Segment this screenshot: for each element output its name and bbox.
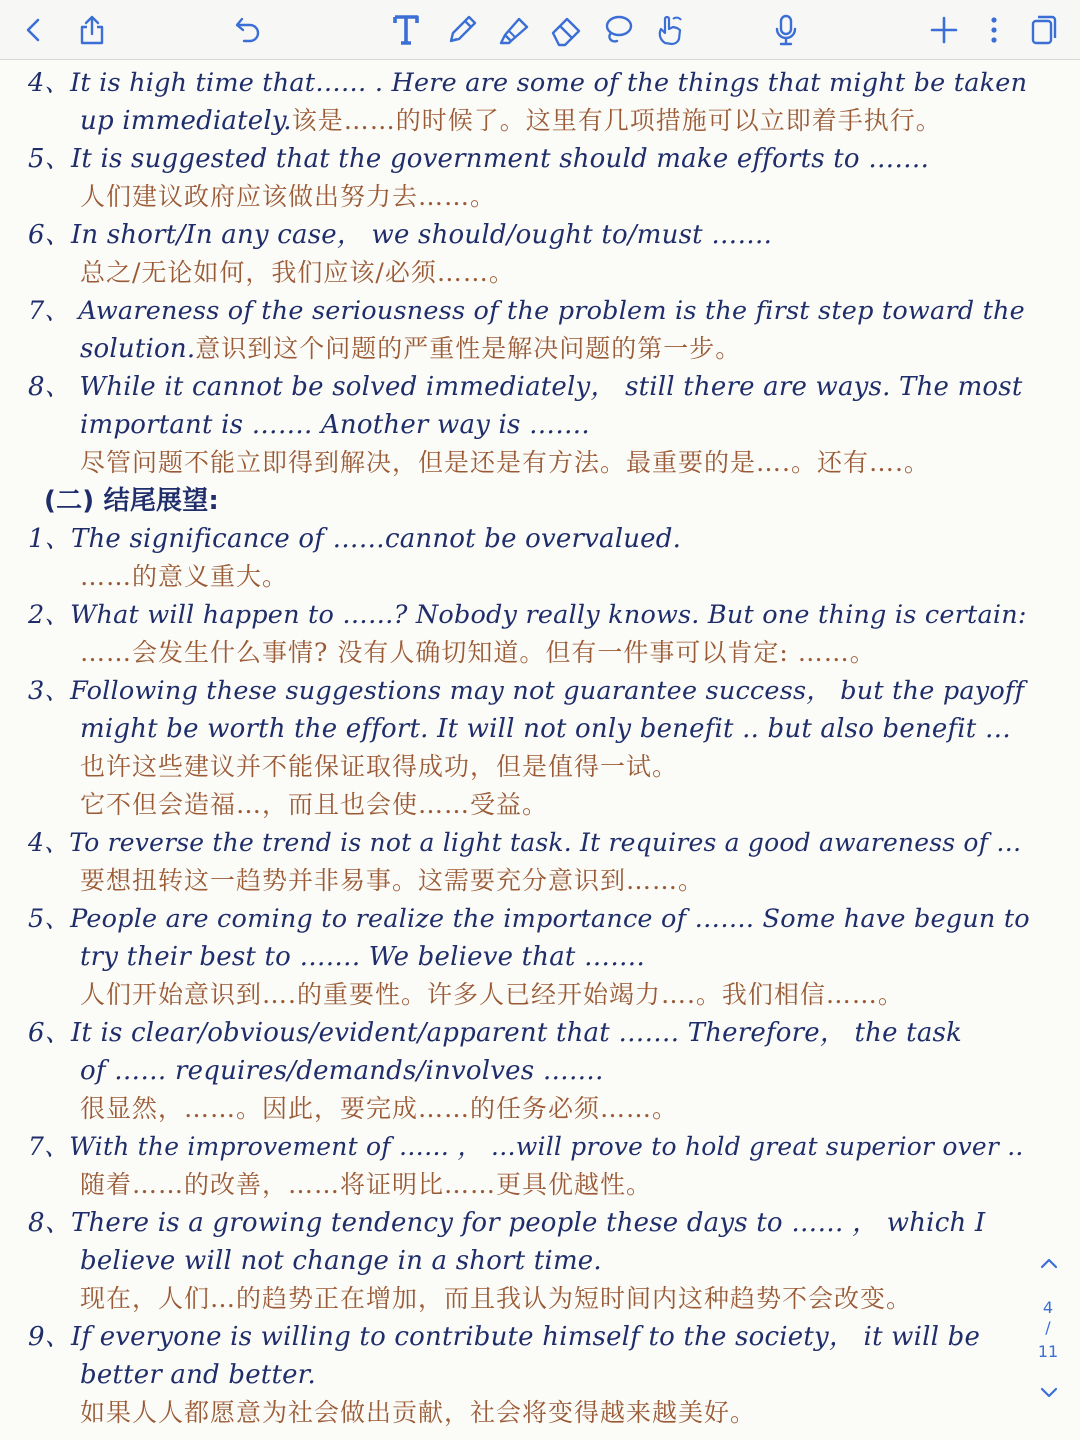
note-line: up immediately.该是……的时候了。这里有几项措施可以立即着手执行。	[80, 106, 942, 136]
pen-icon[interactable]	[440, 8, 484, 52]
note-line: 5、It is suggested that the government should make efforts to …….	[28, 144, 930, 174]
note-line: 6、In short/In any case， we should/ought to/must …….	[28, 220, 773, 250]
note-line: better and better.	[80, 1360, 316, 1390]
note-line: might be worth the effort. It will not only benefit .. but also benefit …	[80, 714, 1012, 744]
note-line: 3、Following these suggestions may not guarantee success， but the payoff	[28, 676, 1025, 706]
share-icon[interactable]	[70, 8, 114, 52]
back-icon[interactable]	[12, 8, 56, 52]
note-line: 要想扭转这一趋势并非易事。这需要充分意识到……。	[80, 866, 705, 895]
page-current: 4	[1042, 1298, 1054, 1317]
toolbar	[0, 0, 1080, 60]
add-icon[interactable]	[922, 8, 966, 52]
lasso-icon[interactable]	[596, 8, 640, 52]
note-line: 2、What will happen to ……? Nobody really knows. But one thing is certain:	[28, 600, 1027, 630]
note-line: 1、The significance of ……cannot be overvalued.	[28, 524, 682, 554]
note-line: 总之/无论如何，我们应该/必须……。	[80, 258, 515, 287]
hand-touch-icon[interactable]	[648, 8, 692, 52]
highlighter-icon[interactable]	[492, 8, 536, 52]
note-line: believe will not change in a short time.	[80, 1246, 602, 1276]
note-line: 9、If everyone is willing to contribute himself to the society， it will be	[28, 1322, 981, 1352]
page-down-icon[interactable]	[1038, 1382, 1060, 1404]
section-heading: (二) 结尾展望:	[44, 486, 220, 516]
note-line: 现在，人们…的趋势正在增加，而且我认为短时间内这种趋势不会改变。	[80, 1284, 913, 1313]
page-total: 11	[1037, 1342, 1059, 1361]
note-page[interactable]	[0, 60, 1080, 1440]
note-line: 随着……的改善，……将证明比……更具优越性。	[80, 1170, 653, 1199]
eraser-icon[interactable]	[544, 8, 588, 52]
page-separator: /	[1045, 1318, 1051, 1337]
note-line: 人们建议政府应该做出努力去……。	[80, 182, 497, 211]
page-navigator	[1016, 1240, 1080, 1410]
note-line: try their best to ……. We believe that …….	[80, 942, 645, 972]
pages-icon[interactable]	[1022, 8, 1066, 52]
note-line: 8、 While it cannot be solved immediately， still there are ways. The most	[28, 372, 1023, 402]
note-line: 4、It is high time that…… . Here are some of the things that might be taken	[28, 68, 1028, 98]
note-line: 尽管问题不能立即得到解决，但是还是有方法。最重要的是….。还有….。	[80, 448, 930, 477]
note-line: of …… requires/demands/involves …….	[80, 1056, 604, 1086]
page-up-icon[interactable]	[1038, 1252, 1060, 1274]
more-icon[interactable]	[972, 8, 1016, 52]
note-line: 也许这些建议并不能保证取得成功，但是值得一试。	[80, 752, 679, 781]
note-line: 很显然，……。因此，要完成……的任务必须……。	[80, 1094, 679, 1123]
note-line: 6、It is clear/obvious/evident/apparent that ……. Therefore， the task	[28, 1018, 963, 1048]
note-line: 人们开始意识到….的重要性。许多人已经开始竭力….。我们相信……。	[80, 980, 904, 1009]
note-line: ……的意义重大。	[80, 562, 289, 591]
note-line: 7、With the improvement of …… ， …will prove to hold great superior over ..	[28, 1132, 1024, 1161]
note-line: solution.意识到这个问题的严重性是解决问题的第一步。	[80, 334, 742, 364]
undo-icon[interactable]	[226, 8, 270, 52]
note-line: ……会发生什么事情? 没有人确切知道。但有一件事可以肯定: ……。	[80, 638, 876, 667]
note-line: 8、There is a growing tendency for people these days to …… ， which I	[28, 1208, 986, 1238]
note-line: important is ……. Another way is …….	[80, 410, 590, 440]
note-line: 如果人人都愿意为社会做出贡献，社会将变得越来越美好。	[80, 1398, 757, 1427]
note-line: 7、 Awareness of the seriousness of the problem is the first step toward the	[28, 296, 1025, 326]
note-line: 它不但会造福…，而且也会使……受益。	[80, 790, 549, 819]
note-line: 4、To reverse the trend is not a light task. It requires a good awareness of …	[28, 828, 1022, 857]
note-line: 5、People are coming to realize the importance of ……. Some have begun to	[28, 904, 1030, 934]
text-tool-icon[interactable]	[384, 8, 428, 52]
microphone-icon[interactable]	[764, 8, 808, 52]
